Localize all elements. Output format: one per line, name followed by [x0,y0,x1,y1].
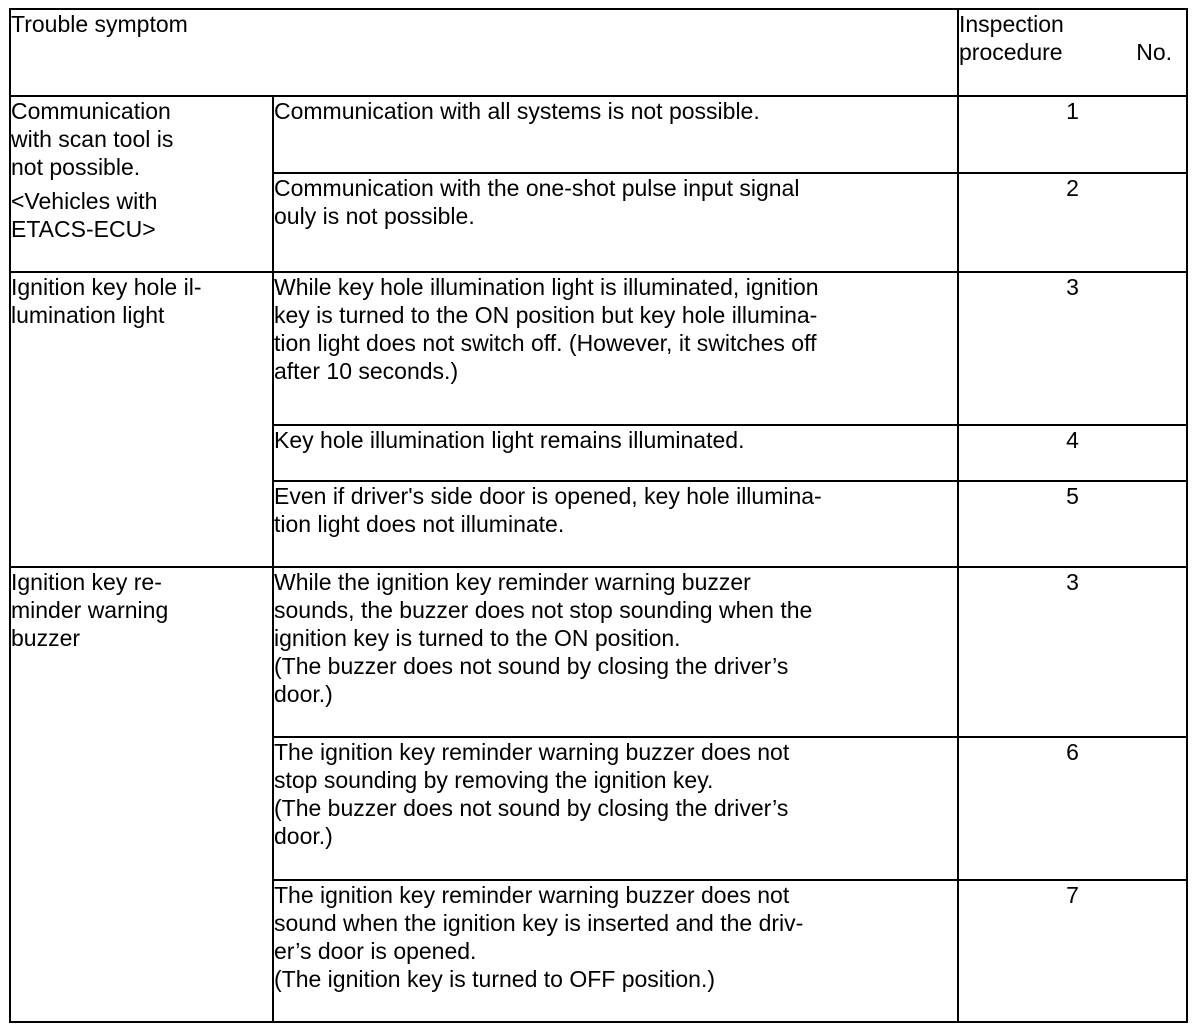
inspection-header-no: No. [1136,39,1172,65]
detail-line: While key hole illumination light is illuminated, ignition [274,274,819,300]
detail-line: after 10 seconds.) [274,358,459,384]
group-label-line: minder warning [11,597,169,623]
symptom-detail [273,737,958,880]
group-note-line: ETACS-ECU> [11,216,156,242]
detail-line: key is turned to the ON position but key hole illumina- [274,302,818,328]
inspection-header-line1: Inspection [959,11,1064,37]
detail-line: stop sounding by removing the ignition key. [274,767,714,793]
table-row [10,567,1187,737]
detail-line: ouly is not possible. [274,203,475,229]
trouble-symptom-table [9,8,1188,1023]
procedure-number [958,737,1187,880]
group-label-line: Ignition key hole il- [11,274,202,300]
detail-line: Even if driver's side door is opened, key hole illumina- [274,483,822,509]
detail-line: ignition key is turned to the ON position. [274,625,681,651]
detail-line: (The buzzer does not sound by closing the driver’s [274,653,789,679]
symptom-detail [273,880,958,1022]
group-label-line: buzzer [11,625,81,651]
inspection-procedure-header [958,9,1187,96]
procedure-number [958,425,1187,481]
procedure-number-text: 3 [1066,274,1079,300]
procedure-number [958,567,1187,737]
detail-line: Key hole illumination light remains illuminated. [274,427,745,453]
detail-line: (The buzzer does not sound by closing the driver’s [274,795,789,821]
symptom-group-communication [10,96,273,272]
trouble-symptom-header [10,9,958,96]
table-row [10,96,1187,173]
detail-line: tion light does not illuminate. [274,511,565,537]
detail-line: While the ignition key reminder warning buzzer [274,569,751,595]
group-label-line: not possible. [11,154,141,180]
symptom-detail [273,481,958,567]
procedure-number [958,272,1187,425]
symptom-detail [273,567,958,737]
detail-line: The ignition key reminder warning buzzer does not [274,882,790,908]
detail-line: Communication with all systems is not possible. [274,98,760,124]
procedure-number-text: 2 [1066,175,1079,201]
detail-line: door.) [274,823,333,849]
group-label-line: with scan tool is [11,126,174,152]
detail-line: The ignition key reminder warning buzzer does not [274,739,790,765]
procedure-number-text: 6 [1066,739,1079,765]
detail-line: (The ignition key is turned to OFF position.) [274,966,716,992]
procedure-number-text: 1 [1066,98,1079,124]
header-row [10,9,1187,96]
group-label-line: lumination light [11,302,165,328]
group-label-line: Ignition key re- [11,569,162,595]
group-label-line: Communication [11,98,171,124]
symptom-group-key-hole-illumination [10,272,273,567]
symptom-group-reminder-buzzer [10,567,273,1022]
group-note-line: <Vehicles with [11,188,158,214]
procedure-number [958,880,1187,1022]
procedure-number-text: 4 [1066,427,1079,453]
detail-line: er’s door is opened. [274,938,477,964]
trouble-symptom-header-text: Trouble symptom [11,11,188,37]
inspection-header-line2: procedure [959,39,1063,65]
symptom-detail [273,173,958,272]
detail-line: Communication with the one-shot pulse input signal [274,175,800,201]
detail-line: door.) [274,681,333,707]
procedure-number [958,481,1187,567]
procedure-number-text: 3 [1066,569,1079,595]
symptom-detail [273,96,958,173]
detail-line: sounds, the buzzer does not stop sounding when the [274,597,813,623]
detail-line: tion light does not switch off. (However, it switches off [274,330,817,356]
table-row [10,272,1187,425]
procedure-number-text: 7 [1066,882,1079,908]
procedure-number-text: 5 [1066,483,1079,509]
symptom-detail [273,272,958,425]
detail-line: sound when the ignition key is inserted and the driv- [274,910,804,936]
procedure-number [958,173,1187,272]
symptom-detail [273,425,958,481]
procedure-number [958,96,1187,173]
